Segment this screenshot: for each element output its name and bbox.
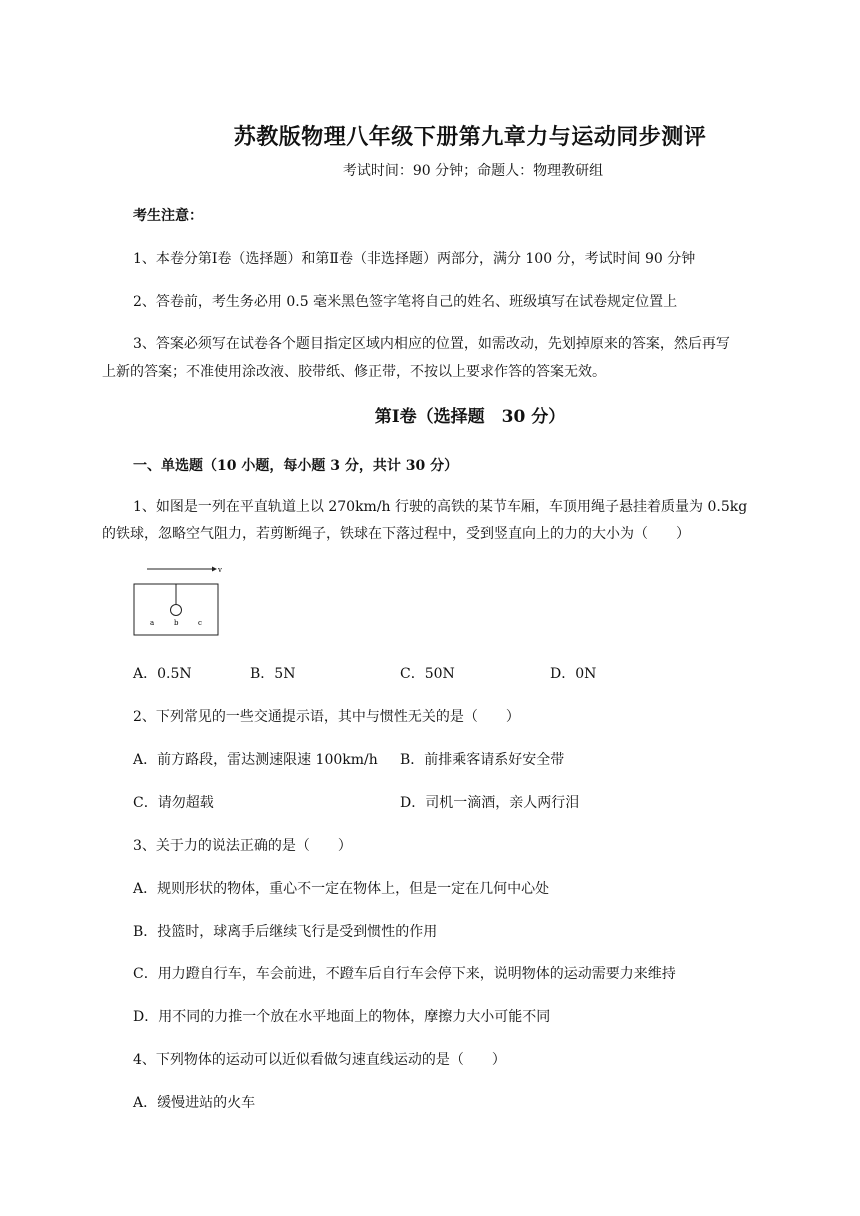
q3-option-b[interactable]: B．投篮时，球离手后继续飞行是受到惯性的作用 <box>133 924 438 940</box>
q4-option-a[interactable]: A．缓慢进站的火车 <box>133 1095 256 1111</box>
exam-subtitle: 考试时间：90 分钟；命题人：物理教研组 <box>342 163 604 179</box>
q3-option-a[interactable]: A．规则形状的物体，重心不一定在物体上，但是一定在几何中心处 <box>133 881 550 897</box>
part-heading: 一、单选题（10 小题，每小题 3 分，共计 30 分） <box>133 458 459 474</box>
q1-stem-line2: 的铁球，忽略空气阻力，若剪断绳子，铁球在下落过程中，受到竖直向上的力的大小为（ ） <box>102 526 690 542</box>
label-c: c <box>198 619 202 627</box>
notice-item-1: 1、本卷分第Ⅰ卷（选择题）和第Ⅱ卷（非选择题）两部分，满分 100 分，考试时间 90 分钟 <box>133 251 696 267</box>
q1-stem-line1: 1、如图是一列在平直轨道上以 270km/h 行驶的高铁的某节车厢，车顶用绳子悬挂着质量为 0.5kg <box>133 499 748 515</box>
section-title: 第Ⅰ卷（选择题 30 分） <box>374 407 566 427</box>
notice-heading: 考生注意： <box>133 208 203 224</box>
iron-ball <box>171 605 182 616</box>
q2-option-a[interactable]: A．前方路段，雷达测速限速 100km/h <box>133 752 378 768</box>
q2-option-c[interactable]: C．请勿超载 <box>133 795 214 811</box>
label-b: b <box>174 619 179 627</box>
q3-option-c[interactable]: C．用力蹬自行车，车会前进，不蹬车后自行车会停下来，说明物体的运动需要力来维持 <box>133 966 676 982</box>
notice-item-2: 2、答卷前，考生务必用 0.5 毫米黑色签字笔将自己的姓名、班级填写在试卷规定位置上 <box>133 294 678 310</box>
exam-title: 苏教版物理八年级下册第九章力与运动同步测评 <box>233 124 707 150</box>
q2-option-d[interactable]: D．司机一滴酒，亲人两行泪 <box>400 795 580 811</box>
notice-item-3-cont: 上新的答案；不准使用涂改液、胶带纸、修正带，不按以上要求作答的答案无效。 <box>102 364 606 380</box>
q3-option-d[interactable]: D．用不同的力推一个放在水平地面上的物体，摩擦力大小可能不同 <box>133 1009 551 1025</box>
q4-stem: 4、下列物体的运动可以近似看做匀速直线运动的是（ ） <box>133 1052 506 1068</box>
q2-option-b[interactable]: B．前排乘客请系好安全带 <box>400 752 565 768</box>
notice-item-3: 3、答案必须写在试卷各个题目指定区域内相应的位置，如需改动，先划掉原来的答案，然后再写 <box>133 336 730 352</box>
label-a: a <box>150 619 155 627</box>
q2-stem: 2、下列常见的一些交通提示语，其中与惯性无关的是（ ） <box>133 709 520 725</box>
q1-option-a[interactable]: A．0.5N <box>133 666 192 682</box>
q3-stem: 3、关于力的说法正确的是（ ） <box>133 838 352 854</box>
velocity-arrow-head <box>212 567 217 572</box>
q1-train-diagram <box>132 560 222 640</box>
q1-option-c[interactable]: C．50N <box>400 666 455 682</box>
q1-option-b[interactable]: B．5N <box>250 666 296 682</box>
velocity-label: v <box>218 566 222 574</box>
q1-option-d[interactable]: D．0N <box>550 666 597 682</box>
